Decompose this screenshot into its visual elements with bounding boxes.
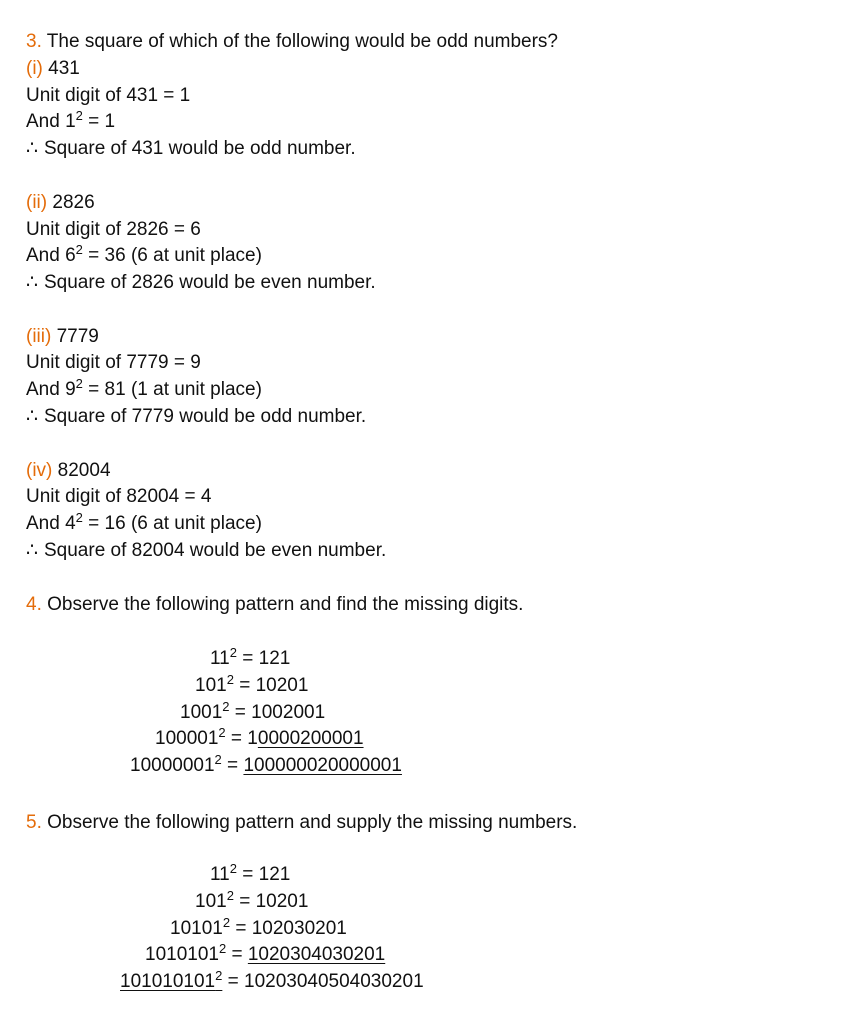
pattern-result: 1002001 [251, 702, 326, 723]
square-base: And 4 [26, 513, 76, 534]
q5-number: 5. [26, 812, 42, 833]
conclusion-line [26, 137, 356, 161]
conclusion-text: Square of 7779 would be odd number. [44, 406, 367, 427]
superscript: 2 [222, 699, 230, 714]
part-label: (i) [26, 58, 43, 79]
pattern-base: 1001 [180, 702, 223, 723]
pattern-base: 11 [210, 648, 230, 669]
pattern-result: 121 [258, 648, 291, 669]
conclusion-line [26, 539, 386, 563]
pattern-row: $10101^2 = 102030201$ [170, 915, 347, 939]
unit-digit-line: Unit digit of 7779 = 9 [26, 352, 201, 373]
part-label: (ii) [26, 192, 48, 213]
q3-part-iv-heading [26, 459, 111, 483]
superscript: 2 [229, 861, 237, 876]
pattern-row: $11^2 = 121$ [210, 645, 291, 669]
q3-number: 3. [26, 31, 42, 52]
therefore-symbol: ∴ [26, 540, 39, 561]
part-value: 431 [48, 58, 80, 79]
superscript: 2 [75, 242, 83, 257]
square-line [26, 512, 262, 537]
pattern-result: 1 [247, 728, 258, 749]
square-line [26, 110, 115, 135]
square-result: = 81 (1 at unit place) [82, 379, 262, 400]
q3-question: The square of which of the following would be odd numbers? [46, 31, 558, 52]
pattern-base: 10101 [170, 918, 223, 939]
superscript: 2 [222, 915, 231, 930]
square-line [26, 244, 262, 269]
missing-number [120, 968, 223, 992]
pattern-row: $100001^2 = 10000200001$ [155, 725, 364, 749]
pattern-row: $1001^2 = 1002001$ [180, 699, 326, 723]
part-label: (iii) [26, 326, 52, 347]
pattern-row: $101010101^2 = 10203040504030201$ [120, 968, 424, 992]
pattern-base: 11 [210, 864, 230, 885]
q3-part-iii-heading [26, 325, 99, 349]
q3-part-i-heading [26, 57, 80, 81]
pattern-result: 10201 [255, 675, 309, 696]
pattern-base: 1010101 [145, 944, 219, 965]
q5-heading [26, 811, 577, 835]
square-base: And 6 [26, 245, 76, 266]
q4-question: Observe the following pattern and find the missing digits. [47, 594, 524, 615]
superscript: 2 [75, 510, 83, 525]
q5-question: Observe the following pattern and supply the missing numbers. [47, 812, 578, 833]
superscript: 2 [215, 968, 223, 983]
pattern-result: 10201 [255, 891, 309, 912]
part-value: 82004 [57, 460, 111, 481]
superscript: 2 [226, 672, 234, 687]
square-base: And 9 [26, 379, 76, 400]
therefore-symbol: ∴ [26, 138, 39, 159]
square-base: And 1 [26, 111, 76, 132]
conclusion-text: Square of 82004 would be even number. [44, 540, 387, 561]
square-result: = 1 [82, 111, 116, 132]
pattern-row: $101^2 = 10201$ [195, 888, 309, 912]
conclusion-line [26, 271, 376, 295]
superscript: 2 [229, 645, 237, 660]
superscript: 2 [218, 725, 226, 740]
conclusion-text: Square of 431 would be odd number. [44, 138, 356, 159]
q3-heading [26, 30, 558, 54]
part-label: (iv) [26, 460, 53, 481]
missing-number: 1020304030201 [247, 944, 386, 965]
pattern-base: 100001 [155, 728, 219, 749]
pattern-base: 10000001 [130, 755, 215, 776]
conclusion-text: Square of 2826 would be even number. [44, 272, 376, 293]
superscript: 2 [226, 888, 234, 903]
unit-digit-line: Unit digit of 431 = 1 [26, 85, 191, 106]
part-value: 2826 [52, 192, 95, 213]
part-value: 7779 [56, 326, 99, 347]
pattern-result: 10203040504030201 [244, 971, 424, 992]
square-result: = 36 (6 at unit place) [82, 245, 262, 266]
unit-digit-line: Unit digit of 2826 = 6 [26, 219, 201, 240]
pattern-base: 101 [195, 675, 227, 696]
pattern-row: $11^2 = 121$ [210, 861, 291, 885]
missing-digits: 100000020000001 [243, 755, 402, 776]
q3-part-ii-heading [26, 191, 95, 215]
therefore-symbol: ∴ [26, 406, 39, 427]
q4-heading [26, 593, 523, 617]
superscript: 2 [214, 752, 222, 767]
q4-number: 4. [26, 594, 42, 615]
square-result: = 16 (6 at unit place) [82, 513, 262, 534]
superscript: 2 [218, 941, 227, 956]
superscript: 2 [75, 376, 83, 391]
conclusion-line [26, 405, 366, 429]
square-line [26, 378, 262, 403]
pattern-result: 121 [258, 864, 291, 885]
pattern-row: $10000001^2 = 100000020000001$ [130, 752, 402, 776]
pattern-row: $1010101^2 = 1020304030201$ [145, 941, 386, 965]
superscript: 2 [75, 108, 83, 123]
pattern-row: $101^2 = 10201$ [195, 672, 309, 696]
unit-digit-line: Unit digit of 82004 = 4 [26, 486, 212, 507]
pattern-result: 102030201 [251, 918, 347, 939]
pattern-base: 101 [195, 891, 227, 912]
missing-digits: 0000200001 [257, 728, 364, 749]
pattern-base: 101010101 [120, 971, 216, 992]
therefore-symbol: ∴ [26, 272, 39, 293]
